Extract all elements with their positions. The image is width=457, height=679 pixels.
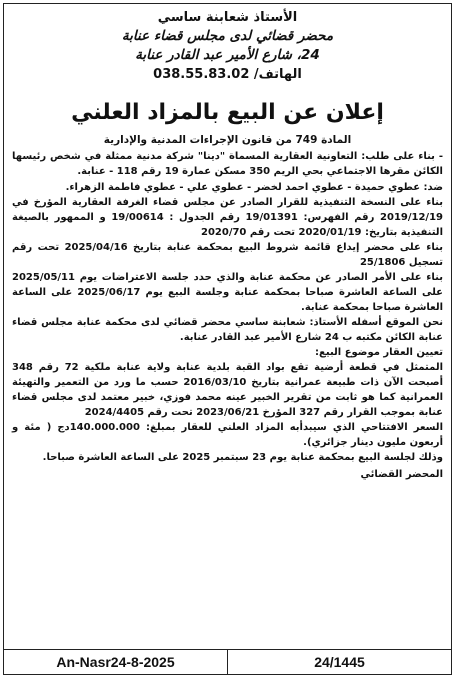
- paragraph-defendants: ضد: عطوي حميدة - عطوي احمد لخضر - عطوي علي - عطوي فاطمة الزهراء.: [65, 182, 443, 193]
- paragraph-undersigned: نحن الموقع أسفله الأستاذ: شعابنة ساسي محضر قضائي لدى محكمة عنابة مجلس قضاء عنابة الكائن مكتبه ب 24 شارع الأمير عبد القادر عنابة.: [12, 317, 443, 343]
- paragraph-court-decision: بناء على النسخة التنفيذية للقرار الصادر عن مجلس قضاء الغرفة العقارية المؤرخ في 2019/12/19 رقم الفهرس: 19/01391 رقم الجدول : 19/00614 و الممهور بالصيغة التنفيذية بتاريخ: 2020/01/19 تحت رقم 2020/70: [12, 197, 443, 238]
- bailiff-title: محضر قضائي لدى مجلس قضاء عنابة: [121, 28, 334, 44]
- letterhead: [12, 8, 443, 84]
- office-address: 24، شارع الأمير عبد القادر عنابة: [135, 47, 320, 63]
- office-phone: الهاتف/ 038.55.83.02: [153, 67, 302, 82]
- legal-article: المادة 749 من قانون الإجراءات المدنية والإدارية: [103, 134, 352, 146]
- paragraph-conditions-deposit: بناء على محضر إيداع قائمة شروط البيع بمحكمة عنابة بتاريخ 2025/04/16 تحت رقم تسجيل 25/1806: [12, 242, 443, 268]
- publication-footer: [4, 649, 451, 674]
- paragraph-court-order: بناء على الأمر الصادر عن محكمة عنابة والذي حدد جلسة الاعتراضات يوم 2025/05/11 على الساعة العاشرة صباحا بمحكمة عنابة وجلسة البيع يوم 2025/06/17 على الساعة العاشرة صباحا بمحكمة عنابة.: [12, 272, 443, 313]
- bailiff-name: الأستاذ شعابنة ساسي: [157, 10, 298, 25]
- notice-document: [4, 4, 451, 483]
- publication-reference: An-Nasr24-8-2025: [4, 650, 228, 674]
- signature: المحضر القضائي: [360, 469, 443, 480]
- paragraph-property-heading: تعيين العقار موضوع البيع:: [315, 347, 443, 358]
- paragraph-property-description: المتمثل في قطعة أرضية تقع بواد القبة بلدية عنابة ولاية عنابة ملكية 72 رقم 348 أصبحت الآن ذات طبيعة عمرانية بتاريخ 2016/03/10 حسب ما ورد من التعمير والتهيئة العمرانية كما هو ثابت من تقرير الخبير عينه محمد فوزي، خبير معتمد لدى مجلس قضاء عنابة بموجب القرار رقم 327 المؤرخ 2023/06/21 تحت رقم 2024/4405: [12, 362, 444, 418]
- paragraph-requester: - بناء على طلب: التعاونية العقارية المسماة "دينا" شركة مدنية ممثلة في شخص رئيسها الكائن مقرها الاجتماعي بحي الريم 350 مسكن عمارة 19 رقم 118 - عنابة.: [12, 151, 443, 177]
- paragraph-opening-price: السعر الافتتاحي الذي سيبدأبه المزاد العلني للعقار بمبلغ: 140.000.000دج ( مئة و أربعون مليون دينار جزائري).: [12, 422, 443, 448]
- paragraph-sale-session: وذلك لجلسة البيع بمحكمة عنابة يوم 23 سبتمبر 2025 على الساعة العاشرة صباحا.: [42, 452, 443, 463]
- notice-number: 24/1445: [314, 654, 365, 670]
- notice-page: [3, 3, 452, 675]
- notice-title: إعلان عن البيع بالمزاد العلني: [71, 100, 384, 125]
